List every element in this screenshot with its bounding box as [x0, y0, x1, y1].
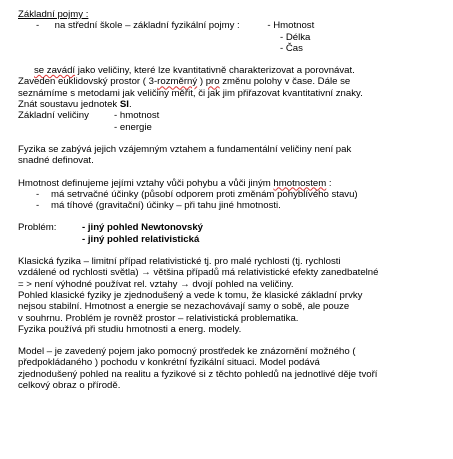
heading-text: Základní pojmy :: [18, 9, 89, 20]
basic-quantities-row: [18, 122, 448, 133]
paragraph-line: [18, 369, 448, 380]
basic-concept-item: - Čas: [280, 42, 303, 54]
document-page: [18, 9, 448, 391]
paragraph-line: [18, 155, 448, 166]
text-run: .: [128, 99, 132, 111]
problem-label: Problém:: [18, 222, 57, 234]
text-run: zjednodušený pohled na realitu a fyzikové si z těchto pohledů na jednotlivé děje tvoří: [18, 368, 378, 380]
bullet-dash: -: [36, 188, 40, 200]
basic-concepts-line: [18, 20, 448, 31]
paragraph-line: [18, 324, 448, 335]
text-run: Znát soustavu jednotek: [18, 99, 120, 111]
text-run: vzdálené od rychlosti světla) → většina případů má relativistické efekty zanedbatelné: [18, 267, 379, 279]
text-run: Klasická fyzika – limitní případ relativistické tj. pro malé rychlosti (tj. rychlosti: [18, 256, 341, 268]
paragraph-line: [18, 357, 448, 368]
text-run: v souhrnu. Problém je rovněž prostor – relativistická problematika.: [18, 312, 299, 324]
basic-quantities-label: Základní veličiny: [18, 110, 89, 122]
paragraph-line: [18, 256, 448, 267]
paragraph-line: [18, 178, 448, 189]
paragraph-line: [18, 279, 448, 290]
basic-concepts-text: na střední škole – základní fyzikální pojmy :: [54, 20, 240, 32]
paragraph-line: [18, 346, 448, 357]
list-item-text: má setrvačné účinky (působí odporem proti změnám pohyblívého stavu): [51, 188, 358, 200]
paragraph-line: [18, 144, 448, 155]
text-run: Zaveden euklidovský prostor ( 3-: [18, 76, 158, 88]
problem-item: - jiný pohled relativistická: [82, 233, 200, 245]
heading: [18, 9, 448, 20]
paragraph-line: [18, 76, 448, 87]
problem-row: [18, 222, 448, 233]
list-item-text: má tíhové (gravitační) účinky – při tahu jiné hmotnosti.: [51, 200, 281, 212]
paragraph-line: [18, 301, 448, 312]
problem-row: [18, 234, 448, 245]
paragraph-line: [18, 267, 448, 278]
text-run: změnu polohy v čase. Dále se: [219, 76, 351, 88]
paragraph-line: [18, 313, 448, 324]
text-run: Model – je zavedený pojem jako pomocný prostředek ke znázornění možného (: [18, 346, 356, 358]
text-run: Fyzika se zabývá jejich vzájemným vztahem a fundamentální veličiny není pak: [18, 143, 352, 155]
problem-item: - jiný pohled Newtonovský: [82, 222, 204, 234]
basic-quantities-row: [18, 110, 448, 121]
text-run: snadné definovat.: [18, 155, 94, 167]
text-run: Fyzika používá při studiu hmotnosti a energ. modely.: [18, 323, 242, 335]
text-run: jako veličiny, které lze kvantitativně charakterizovat a porovnávat.: [75, 65, 355, 77]
quantity-item: - energie: [114, 121, 152, 133]
wavy-word: pro: [205, 76, 220, 88]
paragraph-line: [18, 380, 448, 391]
text-run: celkový obraz o přírodě.: [18, 380, 121, 392]
bullet-dash: -: [36, 20, 40, 32]
list-item: [18, 189, 448, 200]
text-run: ): [197, 76, 206, 88]
wavy-word: rozměrný: [157, 76, 198, 88]
bullet-dash: -: [36, 200, 40, 212]
bold-word: SI: [119, 99, 129, 111]
paragraph-line: [18, 99, 448, 110]
basic-concept-row: [18, 43, 448, 54]
basic-concept-row: [18, 32, 448, 43]
paragraph-line: [18, 290, 448, 301]
paragraph-line: [18, 88, 448, 99]
text-run: = > není výhodné používat rel. vztahy → dvojí pohled na veličiny.: [18, 278, 294, 290]
text-run: předpokládaného ) pochodu v konkrétní fyzikální situaci. Model podává: [18, 357, 320, 369]
quantity-item: - hmotnost: [114, 110, 160, 122]
basic-concept-item: - Délka: [280, 31, 311, 43]
wavy-word: se zavádí: [34, 65, 76, 77]
text-run: seznámíme s metodami jak veličiny měřit, či jak jim přiřazovat kvantitativní znaky.: [18, 87, 363, 99]
paragraph-line: [18, 65, 448, 76]
text-run: :: [326, 177, 332, 189]
text-run: Hmotnost definujeme jejími vztahy vůči pohybu a vůči jiným: [18, 177, 274, 189]
underlined-word: hmotnostem: [273, 177, 327, 189]
list-item: [18, 200, 448, 211]
text-run: nejsou stabilní. Hmotnost a energie se nezachovávají samy o sobě, ale pouze: [18, 301, 350, 313]
text-run: Pohled klasické fyziky je zjednodušený a vede k tomu, že klasické základní prvky: [18, 289, 363, 301]
basic-concept-item: - Hmotnost: [267, 20, 315, 32]
